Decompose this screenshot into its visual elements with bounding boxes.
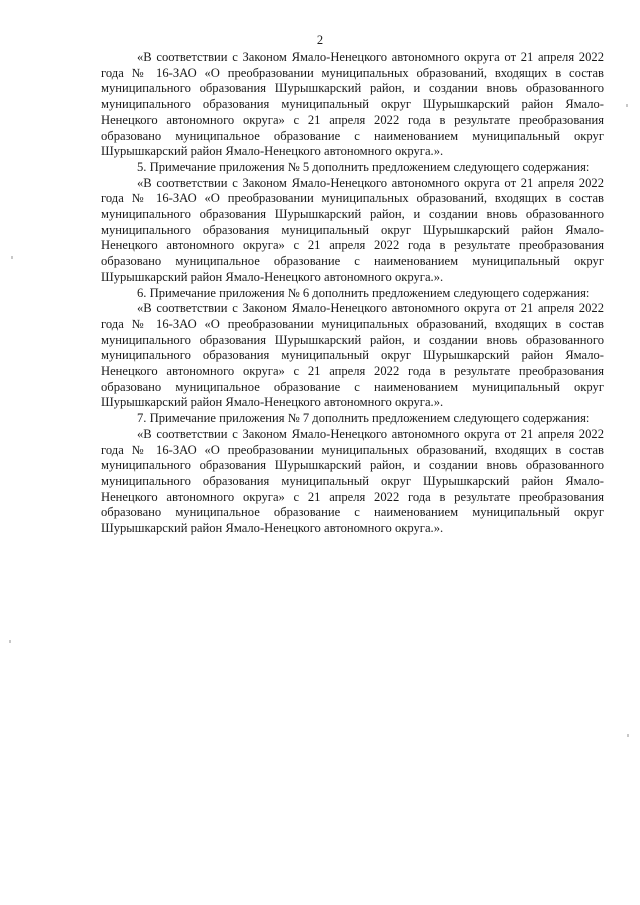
scan-artifact-dot xyxy=(626,104,628,107)
paragraph-quote-appendix-6: «В соответствии с Законом Ямало-Ненецкого автономного округа от 21 апреля 2022 года № 16-ЗАО «О преобразовании муниципальных образований, входящих в состав муниципального образования Шурышкарский район, и создании вновь образованного муниципального образования муниципальный округ Шурышкарский район Ямало-Ненецкого автономного округа» с 21 апреля 2022 года в результате преобразования образовано муниципальное образование с наименованием муниципальный округ Шурышкарский район Ямало-Ненецкого автономного округа.». xyxy=(101,301,604,410)
paragraph-item-7: 7. Примечание приложения № 7 дополнить предложением следующего содержания: xyxy=(137,411,590,426)
scan-artifact-dot xyxy=(9,640,11,643)
paragraph-quote-appendix-7: «В соответствии с Законом Ямало-Ненецкого автономного округа от 21 апреля 2022 года № 16-ЗАО «О преобразовании муниципальных образований, входящих в состав муниципального образования Шурышкарский район, и создании вновь образованного муниципального образования муниципальный округ Шурышкарский район Ямало-Ненецкого автономного округа» с 21 апреля 2022 года в результате преобразования образовано муниципальное образование с наименованием муниципальный округ Шурышкарский район Ямало-Ненецкого автономного округа.». xyxy=(101,426,604,536)
paragraph-item-6: 6. Примечание приложения № 6 дополнить предложением следующего содержания: xyxy=(137,285,590,300)
scan-artifact-dot xyxy=(11,256,13,259)
page-number: 2 xyxy=(316,33,324,47)
paragraph-item-5: 5. Примечание приложения № 5 дополнить предложением следующего содержания: xyxy=(137,159,590,174)
document-body xyxy=(101,50,604,537)
paragraph-quote-appendix-5: «В соответствии с Законом Ямало-Ненецкого автономного округа от 21 апреля 2022 года № 16-ЗАО «О преобразовании муниципальных образований, входящих в состав муниципального образования Шурышкарский район, и создании вновь образованного муниципального образования муниципальный округ Шурышкарский район Ямало-Ненецкого автономного округа» с 21 апреля 2022 года в результате преобразования образовано муниципальное образование с наименованием муниципальный округ Шурышкарский район Ямало-Ненецкого автономного округа.». xyxy=(101,175,604,284)
paragraph-quote-appendix-4: «В соответствии с Законом Ямало-Ненецкого автономного округа от 21 апреля 2022 года № 16-ЗАО «О преобразовании муниципальных образований, входящих в состав муниципального образования Шурышкарский район, и создании вновь образованного муниципального образования муниципальный округ Шурышкарский район Ямало-Ненецкого автономного округа» с 21 апреля 2022 года в результате преобразования образовано муниципальное образование с наименованием муниципальный округ Шурышкарский район Ямало-Ненецкого автономного округа.». xyxy=(101,50,604,159)
scan-artifact-dot xyxy=(627,734,629,737)
